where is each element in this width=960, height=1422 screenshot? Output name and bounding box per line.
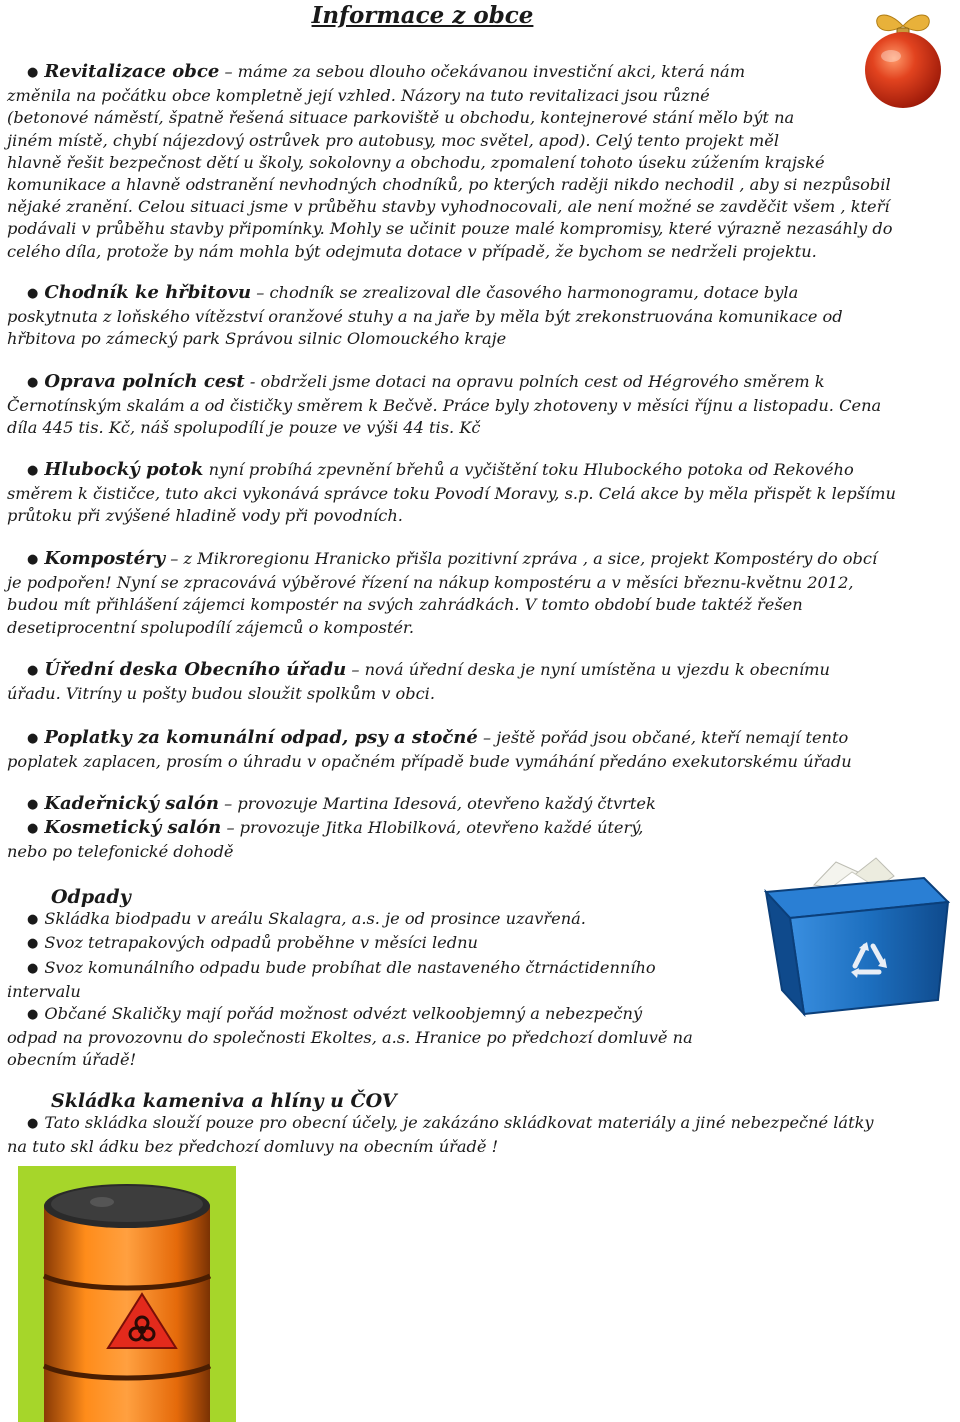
page-title: Informace z obce	[311, 2, 534, 29]
bullet-icon: ●	[27, 463, 39, 478]
bullet-icon: ●	[27, 960, 39, 976]
section-kadernicky-salon: ● Kadeřnický salón – provozuje Martina Idesová, otevřeno každý čtvrtek	[27, 793, 656, 814]
section-hlubocky-potok: ● Hlubocký potok nyní probíhá zpevnění břehů a vyčištění toku Hlubockého potoka od Rekového směrem k čističce, tuto akci vykonává správce toku Povodí Moravy, s.p. Celá akce by měla přispět k lepšímu průtoku při zvýšené hladině vody při povodních.	[7, 459, 896, 526]
section-heading: Oprava polních cest	[44, 371, 245, 392]
bullet-icon: ●	[27, 1007, 39, 1023]
skladka-heading: Skládka kameniva a hlíny u ČOV	[51, 1090, 397, 1112]
bullet-icon: ●	[27, 65, 39, 80]
bullet-icon: ●	[27, 286, 39, 301]
section-kosmeticky-salon: ● Kosmetický salón – provozuje Jitka Hlobilková, otevřeno každé úterý, nebo po telefonické dohodě	[7, 817, 644, 862]
section-polni-cesty: ● Oprava polních cest - obdrželi jsme dotaci na opravu polních cest od Hégrového směrem k Černotínským skalám a od čističky směrem k Bečvě. Práce byly zhotoveny v měsíci říjnu a listopadu. Cena díla 445 tis. Kč, náš spolupodílí je pouze ve výši 44 tis. Kč	[7, 371, 882, 438]
bullet-icon: ●	[27, 1116, 39, 1132]
section-heading: Úřední deska Obecního úřadu	[44, 659, 347, 680]
bullet-icon: ●	[27, 731, 39, 746]
bullet-icon: ●	[27, 663, 39, 678]
section-chodnik: ● Chodník ke hřbitovu – chodník se zrealizoval dle časového harmonogramu, dotace byla poskytnuta z loňského vítězství oranžové stuhy a na jaře by měla být zrekonstruována komunikace od hřbitova po zámecký park Správou silnic Olomouckého kraje	[7, 282, 843, 349]
recycling-bin-icon	[756, 850, 956, 1020]
section-skladka: Skládka kameniva a hlíny u ČOV ● Tato skládka slouží pouze pro obecní účely, je zakázáno skládkovat materiály a jiné nebezpečné látky na tuto skl ádku bez předchozí domluvy na obecním úřadě !	[7, 1090, 957, 1159]
bullet-icon: ●	[27, 375, 39, 390]
section-heading: Chodník ke hřbitovu	[44, 282, 252, 303]
section-odpady: Odpady ● Skládka biodpadu v areálu Skalagra, a.s. je od prosince uzavřená. ● Svoz tetrapakových odpadů proběhne v měsíci lednu ● Svoz komunálního odpadu bude probíhat dle nastaveného čtrnáctidenního intervalu ● Občané Skaličky mají pořád možnost odvézt velkoobjemný a nebezpečný odpad na provozovnu do společnosti Ekoltes, a.s. Hranice po předchozí domluvě na obecním úřadě!	[7, 886, 767, 1072]
biohazard-barrel-icon	[18, 1166, 236, 1422]
bullet-icon: ●	[27, 821, 39, 836]
section-heading: Revitalizace obce	[44, 61, 220, 82]
bullet-icon: ●	[27, 936, 39, 952]
bullet-icon: ●	[27, 552, 39, 567]
bullet-icon: ●	[27, 797, 39, 812]
section-heading: Kadeřnický salón	[44, 793, 219, 814]
section-heading: Hlubocký potok	[44, 459, 204, 480]
section-heading: Poplatky za komunální odpad, psy a stočné	[44, 727, 478, 748]
section-kompostery: ● Kompostéry – z Mikroregionu Hranicko přišla pozitivní zpráva , a sice, projekt Kompostéry do obcí je podpořen! Nyní se zpracovává výběrové řízení na nákup kompostéru a v měsíci březnu-květnu 2012, budou mít přihlášení zájemci kompostér na svých zahrádkách. V tomto období bude taktéž řešen desetiprocentní spolupodílí zájemců o kompostér.	[7, 548, 878, 637]
bullet-icon: ●	[27, 912, 39, 928]
section-uredni-deska: ● Úřední deska Obecního úřadu – nová úřední deska je nyní umístěna u vjezdu k obecnímu úřadu. Vitríny u pošty budou sloužit spolkům v obci.	[7, 659, 830, 704]
section-heading: Kosmetický salón	[44, 817, 222, 838]
odpady-heading: Odpady	[51, 886, 131, 908]
section-revitalizace: ● Revitalizace obce – máme za sebou dlouho očekávanou investiční akci, která nám změnila na počátku obce kompletně její vzhled. Názory na tuto revitalizaci jsou různé (betonové náměstí, špatně řešená situace parkoviště u obchodu, kontejnerové stání mělo být na jiném místě, chybí nájezdový ostrůvek pro autobusy, moc světel, apod). Celý tento projekt měl hlavně řešit bezpečnost dětí u školy, sokolovny a obchodu, zpomalení tohoto úseku zúžením krajské komunikace a hlavně odstranění nevhodných chodníků, po kterých raději nikdo nechodil , aby si nezpůsobil nějaké zranění. Celou situaci jsme v průběhu stavby vyhodnocovali, ale není možné se zavděčit všem , kteří podávali v průběhu stavby připomínky. Mohly se učinit pouze malé kompromisy, které výrazně nezasáhly do celého díla, protože by nám mohla být odejmuta dotace v případě, že bychom se nedrželi projektu.	[7, 61, 893, 261]
section-heading: Kompostéry	[44, 548, 166, 569]
section-poplatky: ● Poplatky za komunální odpad, psy a stočné – ještě pořád jsou občané, kteří nemají tento poplatek zaplacen, prosím o úhradu v opačném případě bude vymáhání předáno exekutorskému úřadu	[7, 727, 852, 772]
